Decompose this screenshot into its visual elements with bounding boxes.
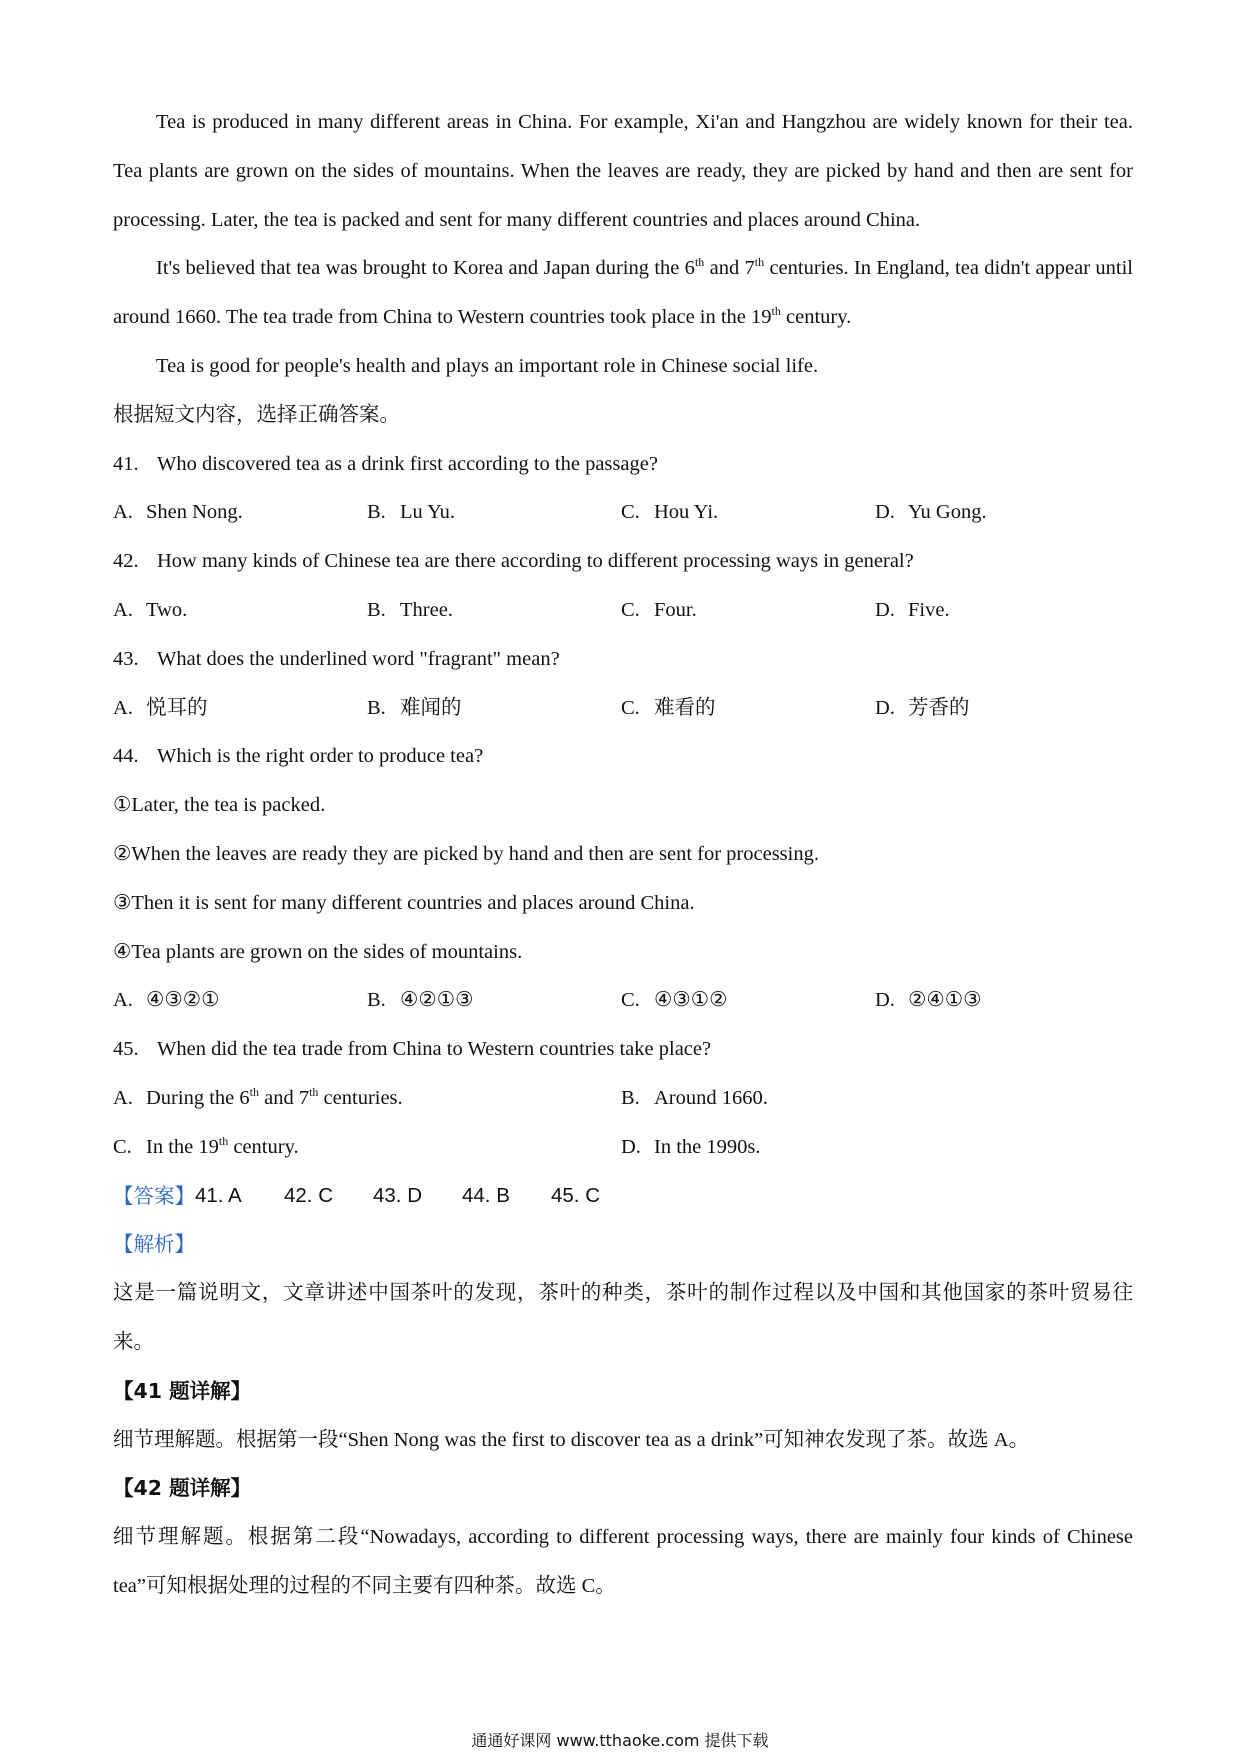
- ordinal-suffix: th: [309, 1085, 319, 1100]
- question-number: 43.: [113, 647, 139, 670]
- option-42-a: A. Two.: [113, 598, 188, 621]
- answer-row: [113, 1172, 1133, 1221]
- analysis-summary: 这是一篇说明文，文章讲述中国茶叶的发现，茶叶的种类，茶叶的制作过程以及中国和其他国家的茶叶贸易往来。: [113, 1282, 1133, 1353]
- question-number: 41.: [113, 452, 139, 475]
- question-44: [113, 732, 1133, 781]
- option-45-b: B. Around 1660.: [621, 1086, 768, 1109]
- ordinal-suffix: th: [754, 255, 765, 270]
- passage-p2-text-b: and 7: [704, 257, 755, 280]
- detail-42-text: 细节理解题。根据第二段“Nowadays, according to different processing ways, there are mainly four kinds of Chinese tea”可知根据处理的过程的不同主要有四种茶。故选 C。: [113, 1526, 1133, 1597]
- page-footer: 通通好课网 www.tthaoke.com 提供下载: [471, 1731, 769, 1750]
- option-45-a: A. During the 6th and 7th centuries.: [113, 1085, 403, 1109]
- question-text: Who discovered tea as a drink first according to the passage?: [157, 452, 658, 475]
- passage-paragraph-3: Tea is good for people's health and plays an important role in Chinese social life.: [156, 354, 819, 377]
- options-44: [113, 976, 1133, 1025]
- answer-item: 41. A: [195, 1183, 242, 1207]
- answer-item: 45. C: [551, 1183, 600, 1207]
- question-number: 44.: [113, 745, 139, 768]
- step-2: ②When the leaves are ready they are picked by hand and then are sent for processing.: [113, 842, 819, 865]
- detail-42-tag: 【42 题详解】: [113, 1476, 252, 1501]
- option-44-b: B. ④②①③: [367, 989, 474, 1012]
- option-43-a: A. 悦耳的: [113, 696, 208, 719]
- passage-paragraph-1: Tea is produced in many different areas in China. For example, Xi'an and Hangzhou are widely known for their tea. Tea plants are grown on the sides of mountains. When the leaves are ready, they are picked by hand and then are sent for processing. Later, the tea is packed and sent for many different countries and places around China.: [113, 111, 1133, 231]
- ordinal-suffix: th: [218, 1133, 229, 1148]
- option-42-d: D. Five.: [875, 598, 950, 621]
- question-43: [113, 635, 1133, 684]
- option-44-a: A. ④③②①: [113, 989, 220, 1012]
- question-42: [113, 537, 1133, 586]
- step-4: ④Tea plants are grown on the sides of mountains.: [113, 940, 523, 963]
- answer-tag: 【答案】: [113, 1183, 195, 1208]
- question-text: How many kinds of Chinese tea are there according to different processing ways in general?: [157, 550, 914, 573]
- step-3: ③Then it is sent for many different countries and places around China.: [113, 891, 695, 914]
- answer-list: [195, 1172, 640, 1221]
- option-43-d: D. 芳香的: [875, 696, 970, 719]
- step-1: ①Later, the tea is packed.: [113, 794, 326, 817]
- answer-item: 43. D: [373, 1183, 422, 1207]
- options-42: [113, 586, 1133, 635]
- detail-41-tag: 【41 题详解】: [113, 1378, 252, 1403]
- detail-41-text: 细节理解题。根据第一段“Shen Nong was the first to discover tea as a drink”可知神农发现了茶。故选 A。: [113, 1428, 1030, 1451]
- option-41-c: C. Hou Yi.: [621, 501, 719, 524]
- option-41-b: B. Lu Yu.: [367, 501, 456, 524]
- instruction: 根据短文内容，选择正确答案。: [113, 403, 400, 426]
- question-number: 45.: [113, 1038, 139, 1061]
- option-42-c: C. Four.: [621, 598, 697, 621]
- passage-p2-text-a: It's believed that tea was brought to Korea and Japan during the 6: [156, 257, 695, 280]
- option-43-b: B. 难闻的: [367, 696, 462, 719]
- page-content: [113, 98, 1133, 1611]
- ordinal-suffix: th: [249, 1085, 259, 1100]
- options-45-row-2: [113, 1123, 1133, 1172]
- passage-paragraph-2: [113, 244, 1133, 342]
- option-43-c: C. 难看的: [621, 696, 716, 719]
- option-44-c: C. ④③①②: [621, 989, 728, 1012]
- question-45: [113, 1025, 1133, 1074]
- ordinal-suffix: th: [771, 304, 781, 319]
- options-41: [113, 488, 1133, 537]
- options-43: [113, 684, 1133, 733]
- option-45-c: C. In the 19th century.: [113, 1133, 299, 1158]
- options-45-row-1: [113, 1074, 1133, 1123]
- analysis-tag: 【解析】: [113, 1232, 195, 1257]
- option-41-a: A. Shen Nong.: [113, 501, 243, 524]
- answer-item: 44. B: [462, 1183, 510, 1207]
- option-41-d: D. Yu Gong.: [875, 501, 987, 524]
- option-45-d: D. In the 1990s.: [621, 1135, 761, 1158]
- question-number: 42.: [113, 550, 139, 573]
- passage-p2-text-c: centuries. In England, tea didn't appear until around 1660. The tea trade from China to Western countries took place in the 19: [113, 257, 1133, 329]
- question-text: When did the tea trade from China to Western countries take place?: [157, 1038, 712, 1061]
- answer-item: 42. C: [284, 1183, 333, 1207]
- ordinal-suffix: th: [694, 255, 705, 270]
- passage-p2-text-d: century.: [780, 306, 852, 329]
- question-text: What does the underlined word "fragrant" mean?: [157, 647, 560, 670]
- option-42-b: B. Three.: [367, 598, 453, 621]
- option-44-d: D. ②④①③: [875, 989, 982, 1012]
- question-text: Which is the right order to produce tea?: [157, 745, 484, 768]
- question-41: [113, 440, 1133, 489]
